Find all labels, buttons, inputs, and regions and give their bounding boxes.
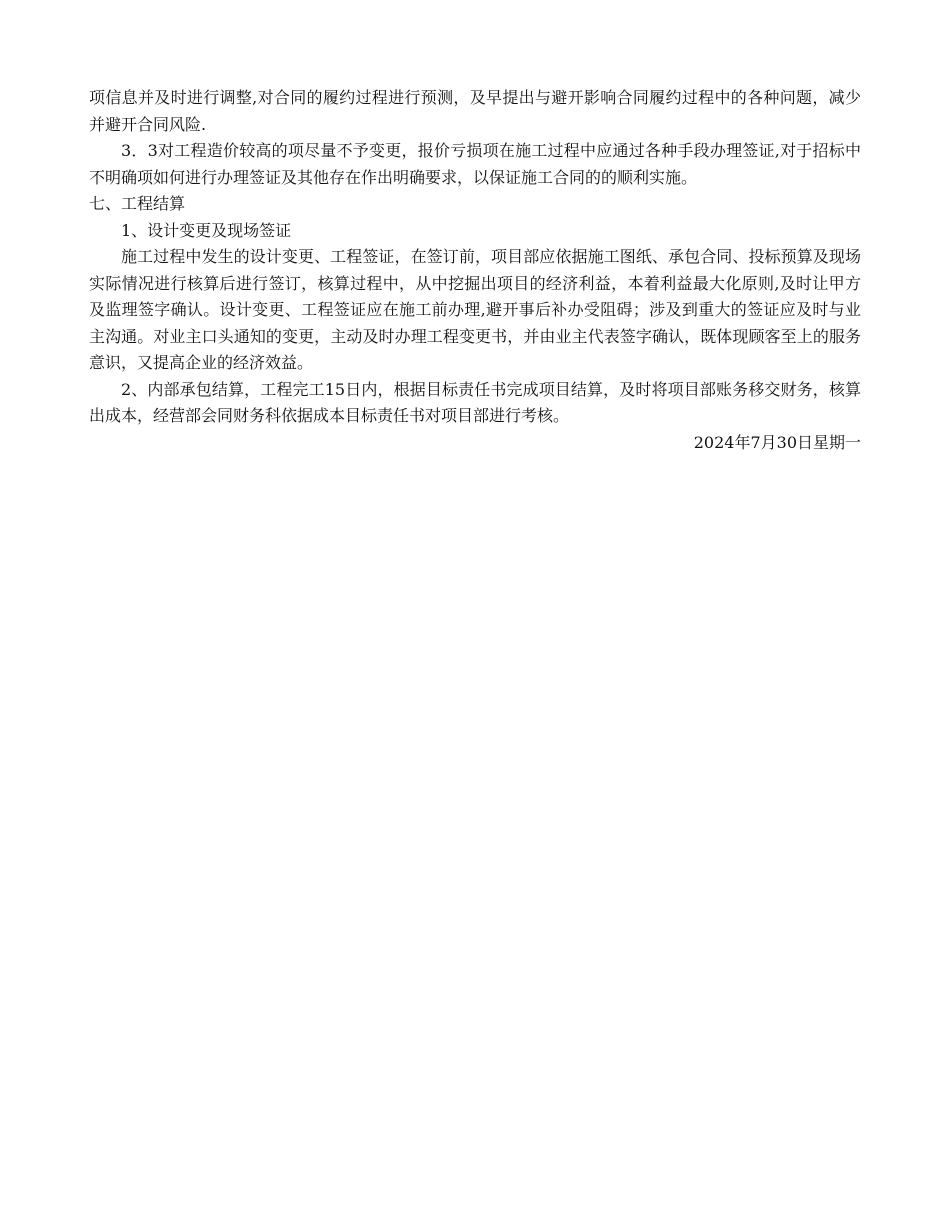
paragraph-internal-settlement: 2、内部承包结算，工程完工15日内，根据目标责任书完成项目结算，及时将项目部账务移交财务，核算出成本，经营部会同财务科依据成本目标责任书对项目部进行考核。 — [89, 379, 861, 425]
subheading-design-change: 1、设计变更及现场签证 — [121, 220, 292, 240]
document-date: 2024年7月30日星期一 — [693, 432, 861, 452]
paragraph-design-change: 施工过程中发生的设计变更、工程签证，在签订前，项目部应依据施工图纸、承包合同、投标预算及现场实际情况进行核算后进行签订，核算过程中，从中挖掘出项目的经济利益，本着利益最大化原则,及时让甲方及监理签字确认。设计变更、工程签证应在施工前办理,避开事后补办受阻碍；涉及到重大的签证应及时与业主沟通。对业主口头通知的变更，主动及时办理工程变更书，并由业主代表签字确认，既体现顾客至上的服务意识，又提高企业的经济效益。 — [89, 247, 861, 372]
section-heading-settlement: 七、工程结算 — [89, 194, 186, 213]
paragraph-cost-change: 3．3对工程造价较高的项尽量不予变更，报价亏损项在施工过程中应通过各种手段办理签证,对于招标中不明确项如何进行办理签证及其他存在作出明确要求，以保证施工合同的的顺利实施。 — [89, 141, 861, 187]
paragraph-contract-risk: 项信息并及时进行调整,对合同的履约过程进行预测，及早提出与避开影响合同履约过程中的各种问题，减少并避开合同风险. — [89, 88, 861, 134]
document-page — [89, 85, 861, 456]
